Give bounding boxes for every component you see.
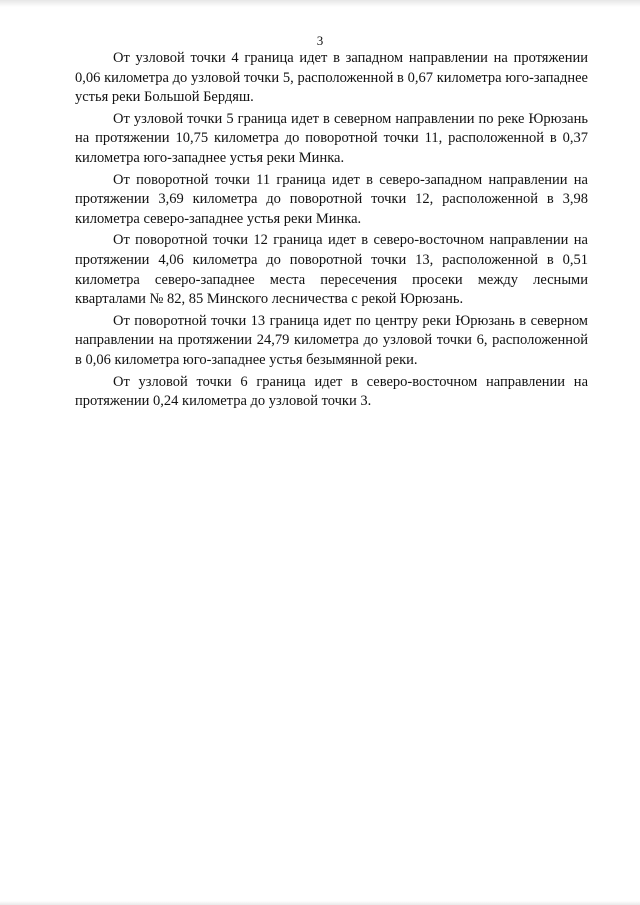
paragraph: От узловой точки 6 граница идет в северо-восточном направлении на протяжении 0,24 километра до узловой точки 3. [75,373,588,410]
paragraph: От поворотной точки 11 граница идет в северо-западном направлении на протяжении 3,69 километра до поворотной точки 12, расположенной в 3,98 километра северо-западнее устья реки Минка. [75,171,588,227]
document-body [75,49,588,414]
scan-edge [0,901,640,905]
paragraph: От узловой точки 5 граница идет в северном направлении по реке Юрюзань на протяжении 10,75 километра до поворотной точки 11, расположенной в 0,37 километра юго-западнее устья реки Минка. [75,110,588,166]
paragraph: От узловой точки 4 граница идет в западном направлении на протяжении 0,06 километра до узловой точки 5, расположенной в 0,67 километра юго-западнее устья реки Большой Бердяш. [75,50,588,106]
paragraph: От поворотной точки 13 граница идет по центру реки Юрюзань в северном направлении на протяжении 24,79 километра до узловой точки 6, расположенной в 0,06 километра юго-западнее устья безымянной реки. [75,312,588,368]
scan-shadow [0,0,640,7]
page-number: 3 [316,33,324,48]
paragraph: От поворотной точки 12 граница идет в северо-восточном направлении на протяжении 4,06 километра до поворотной точки 13, расположенной в 0,51 километра северо-западнее места пересечения просеки между лесными кварталами № 82, 85 Минского лесничества с рекой Юрюзань. [75,232,588,308]
